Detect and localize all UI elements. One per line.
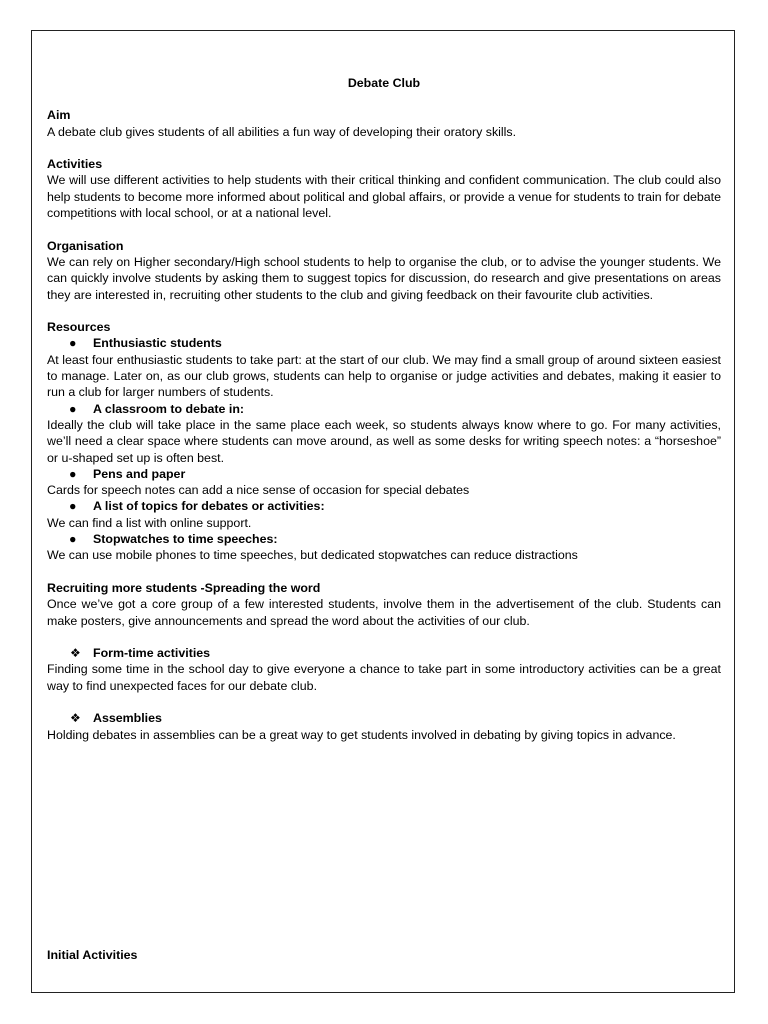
resource-item-title	[47, 498, 721, 514]
resource-item-text: Cards for speech notes can add a nice sense of occasion for special debates	[47, 483, 470, 498]
resource-title-text: Enthusiastic students	[93, 336, 222, 351]
bullet-icon: ●	[69, 532, 77, 547]
resource-item-title	[47, 335, 721, 351]
recruiting-text: Once we’ve got a core group of a few interested students, involve them in the advertisement of the club. Students can make posters, give announcements and spread the word about the activities of our club.	[47, 597, 721, 628]
resource-title-text: A list of topics for debates or activities:	[93, 499, 325, 514]
recruiting-heading: Recruiting more students -Spreading the word	[47, 580, 321, 595]
resource-item-text: Ideally the club will take place in the same place each week, so students always know where to go. For many activities, we’ll need a clear space where students can move around, as well as some desks for writing speech notes: a “horseshoe” or u-shaped set up is often best.	[47, 417, 721, 465]
resource-item-text: We can find a list with online support.	[47, 515, 252, 530]
form-time-title: Form-time activities	[93, 646, 211, 661]
form-time-text: Finding some time in the school day to give everyone a chance to take part in some introductory activities can be a great way to find unexpected faces for our debate club.	[47, 662, 721, 693]
resource-item-text: We can use mobile phones to time speeches, but dedicated stopwatches can reduce distractions	[47, 548, 578, 563]
resource-item-title	[47, 466, 721, 482]
resource-title-text: Stopwatches to time speeches:	[93, 532, 278, 547]
organisation-heading: Organisation	[47, 238, 124, 253]
aim-heading: Aim	[47, 108, 71, 123]
form-time-heading	[47, 645, 721, 661]
organisation-text: We can rely on Higher secondary/High school students to help to organise the club, or to advise the younger students. We can quickly involve students by asking them to suggest topics for discussion, do research and give presentations on areas they are interested in, recruiting other students to the club and giving feedback on their favourite club activities.	[47, 254, 721, 302]
initial-activities-heading: Initial Activities	[47, 948, 138, 962]
assemblies-title: Assemblies	[93, 711, 162, 726]
resource-title-text: A classroom to debate in:	[93, 401, 245, 416]
activities-text: We will use different activities to help students with their critical thinking and confident communication. The club could also help students to become more informed about political and global affairs, or provide a venue for students to train for debate competitions with local school, or at a national level.	[47, 173, 721, 221]
resource-item-text: At least four enthusiastic students to take part: at the start of our club. We may find a small group of around sixteen easiest to manage. Later on, as our club grows, students can help to organise or judge activities and debates, making it easier to run a club for larger numbers of students.	[47, 352, 721, 400]
resources-heading: Resources	[47, 320, 111, 335]
resource-item-title	[47, 531, 721, 547]
document-body	[47, 75, 721, 743]
bullet-icon: ●	[69, 466, 77, 481]
document-page	[31, 30, 735, 993]
aim-text: A debate club gives students of all abilities a fun way of developing their oratory skills.	[47, 124, 517, 139]
bullet-icon: ●	[69, 336, 77, 351]
activities-heading: Activities	[47, 157, 103, 172]
resource-title-text: Pens and paper	[93, 466, 186, 481]
bullet-icon: ●	[69, 499, 77, 514]
diamond-bullet-icon: ❖	[70, 646, 81, 661]
document-title: Debate Club	[347, 76, 421, 90]
assemblies-text: Holding debates in assemblies can be a great way to get students involved in debating by giving topics in advance.	[47, 727, 676, 742]
diamond-bullet-icon: ❖	[70, 711, 81, 726]
bullet-icon: ●	[69, 401, 77, 416]
resource-item-title	[47, 401, 721, 417]
assemblies-heading	[47, 710, 721, 726]
